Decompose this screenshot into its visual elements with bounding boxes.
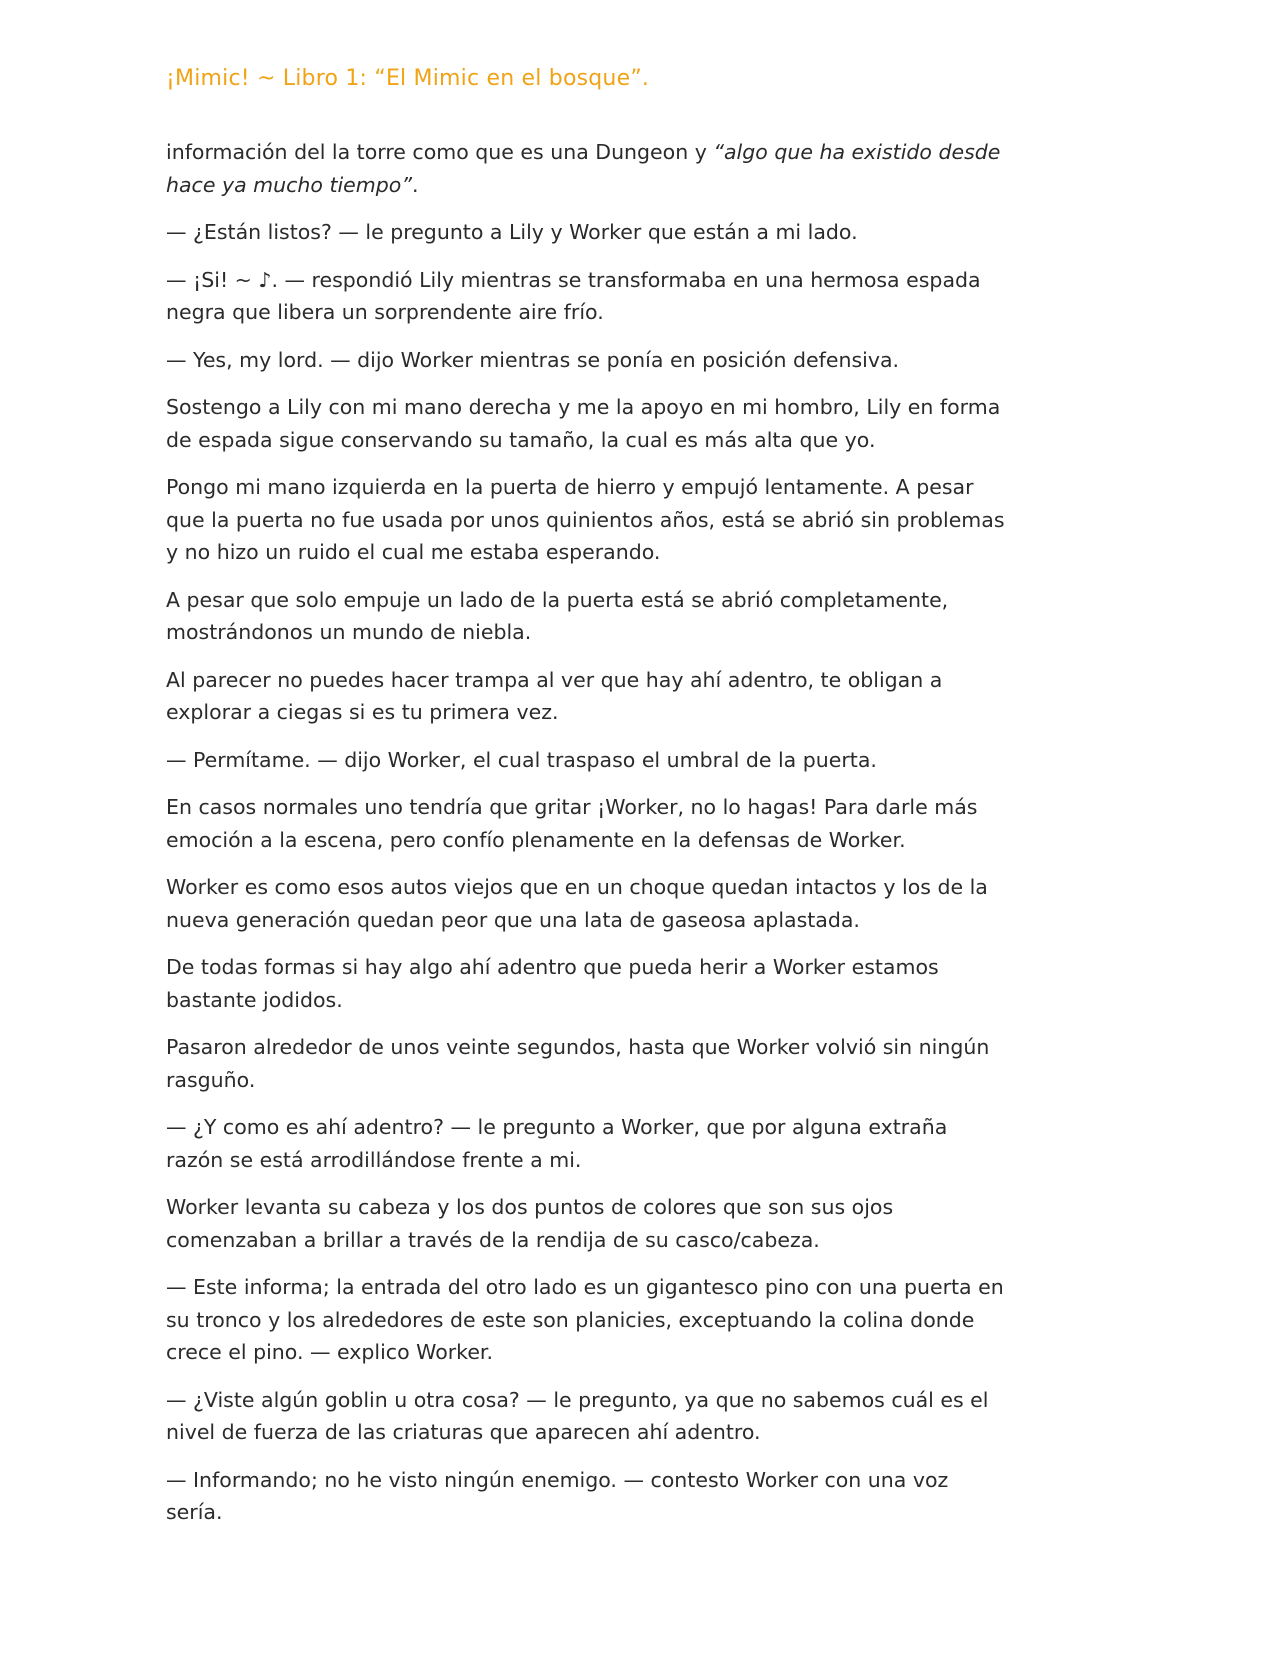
- paragraph: — ¡Si! ~ ♪. — respondió Lily mientras se transformaba en una hermosa espada negra que libera un sorprendente aire frío.: [166, 267, 981, 324]
- paragraph-text: información del la torre como que es una Dungeon y: [166, 140, 714, 164]
- paragraph: — ¿Y como es ahí adentro? — le pregunto a Worker, que por alguna extraña razón se está arrodillándose frente a mi.: [166, 1115, 948, 1172]
- document-body: [166, 136, 1006, 1544]
- paragraph: — ¿Viste algún goblin u otra cosa? — le pregunto, ya que no sabemos cuál es el nivel de fuerza de las criaturas que aparecen ahí adentro.: [166, 1387, 989, 1444]
- italic-quote: “algo que ha existido desde hace ya mucho tiempo”: [166, 140, 1001, 197]
- paragraph: — ¿Están listos? — le pregunto a Lily y Worker que están a mi lado.: [166, 220, 858, 244]
- paragraph: Worker es como esos autos viejos que en un choque quedan intactos y los de la nueva generación quedan peor que una lata de gaseosa aplastada.: [166, 875, 988, 932]
- paragraph: Pasaron alrededor de unos veinte segundos, hasta que Worker volvió sin ningún rasguño.: [166, 1035, 990, 1092]
- paragraph: [166, 136, 1006, 201]
- paragraph: A pesar que solo empuje un lado de la puerta está se abrió completamente, mostrándonos un mundo de niebla.: [166, 587, 949, 644]
- paragraph: Worker levanta su cabeza y los dos puntos de colores que son sus ojos comenzaban a brillar a través de la rendija de su casco/cabeza.: [166, 1195, 894, 1252]
- paragraph: — Este informa; la entrada del otro lado es un gigantesco pino con una puerta en su tronco y los alrededores de este son planicies, exceptuando la colina donde crece el pino. — explico Worker.: [166, 1275, 1004, 1364]
- paragraph: Sostengo a Lily con mi mano derecha y me la apoyo en mi hombro, Lily en forma de espada sigue conservando su tamaño, la cual es más alta que yo.: [166, 395, 1001, 452]
- paragraph: Al parecer no puedes hacer trampa al ver que hay ahí adentro, te obligan a explorar a ciegas si es tu primera vez.: [166, 667, 943, 724]
- paragraph: Pongo mi mano izquierda en la puerta de hierro y empujó lentamente. A pesar que la puerta no fue usada por unos quinientos años, está se abrió sin problemas y no hizo un ruido el cual me estaba esperando.: [166, 475, 1005, 564]
- paragraph-text: .: [411, 172, 419, 197]
- paragraph: De todas formas si hay algo ahí adentro que pueda herir a Worker estamos bastante jodidos.: [166, 955, 939, 1012]
- paragraph: — Informando; no he visto ningún enemigo. — contesto Worker con una voz sería.: [166, 1467, 949, 1524]
- page-header: ¡Mimic! ~ Libro 1: “El Mimic en el bosque”.: [166, 66, 650, 91]
- paragraph: — Yes, my lord. — dijo Worker mientras se ponía en posición defensiva.: [166, 347, 900, 372]
- paragraph: — Permítame. — dijo Worker, el cual traspaso el umbral de la puerta.: [166, 747, 877, 772]
- paragraph: En casos normales uno tendría que gritar ¡Worker, no lo hagas! Para darle más emoción a la escena, pero confío plenamente en la defensas de Worker.: [166, 795, 978, 852]
